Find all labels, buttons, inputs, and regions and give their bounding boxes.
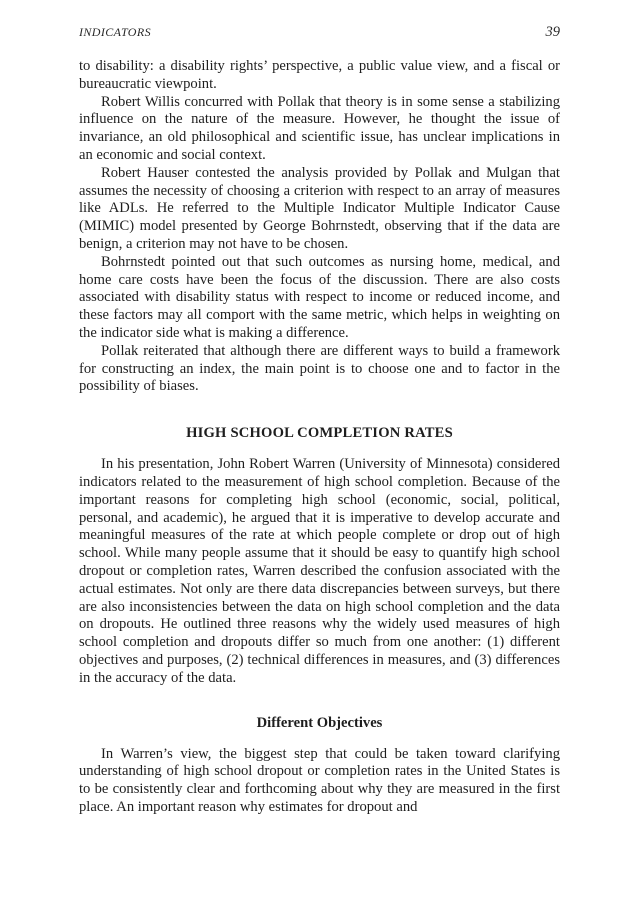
paragraph-willis: Robert Willis concurred with Pollak that theory is in some sense a stabilizing influence on the nature of the measure. However, he thought the issue of invariance, an old philosophical and scientific issue, has unclear implications in an economic and social context. [79,93,560,163]
running-title: INDICATORS [79,25,152,39]
paragraph-continued: to disability: a disability rights’ perspective, a public value view, and a fiscal or bureaucratic viewpoint. [79,58,560,92]
page-number: 39 [545,24,560,40]
paragraph-warren-view: In Warren’s view, the biggest step that could be taken toward clarifying understanding of high school dropout or completion rates in the United States is to be consistently clear and forthcoming about why they are measured in the first place. An important reason why estimates for dropout and [79,745,560,815]
document-page [79,24,560,817]
paragraph-pollak: Pollak reiterated that although there are different ways to build a framework for constructing an index, the main point is to choose one and to factor in the possibility of biases. [79,342,560,395]
paragraph-hauser: Robert Hauser contested the analysis provided by Pollak and Mulgan that assumes the necessity of choosing a criterion with respect to an array of measures like ADLs. He referred to the Multiple Indicator Multiple Indicator Cause (MIMIC) model presented by George Bohrnstedt, observing that if the data are benign, a criterion may not have to be chosen. [79,164,560,252]
section-heading: HIGH SCHOOL COMPLETION RATES [186,425,453,442]
subsection-heading: Different Objectives [256,714,383,731]
running-head [79,24,560,44]
paragraph-bohrnstedt: Bohrnstedt pointed out that such outcomes as nursing home, medical, and home care costs have been the focus of the discussion. There are also costs associated with disability status with respect to income or reduced income, and these factors may all comport with the same metric, which helps in weighting on the indicator side what is making a difference. [79,253,560,341]
paragraph-warren-presentation: In his presentation, John Robert Warren (University of Minnesota) considered indicators related to the measurement of high school completion. Because of the important reasons for completing high school (economic, social, political, personal, and academic), he argued that it is imperative to develop accurate and meaningful measures of the rate at which people complete or drop out of high school. While many people assume that it should be easy to quantify high school dropout or completion rates, Warren described the confusion associated with the actual estimates. Not only are there data discrepancies between surveys, but there are also inconsistencies between the data on high school completion and the data on dropouts. He outlined three reasons why the widely used measures of high school completion and dropouts differ so much from one another: (1) different objectives and purposes, (2) technical differences in measures, and (3) differences in the accuracy of the data. [79,456,560,686]
